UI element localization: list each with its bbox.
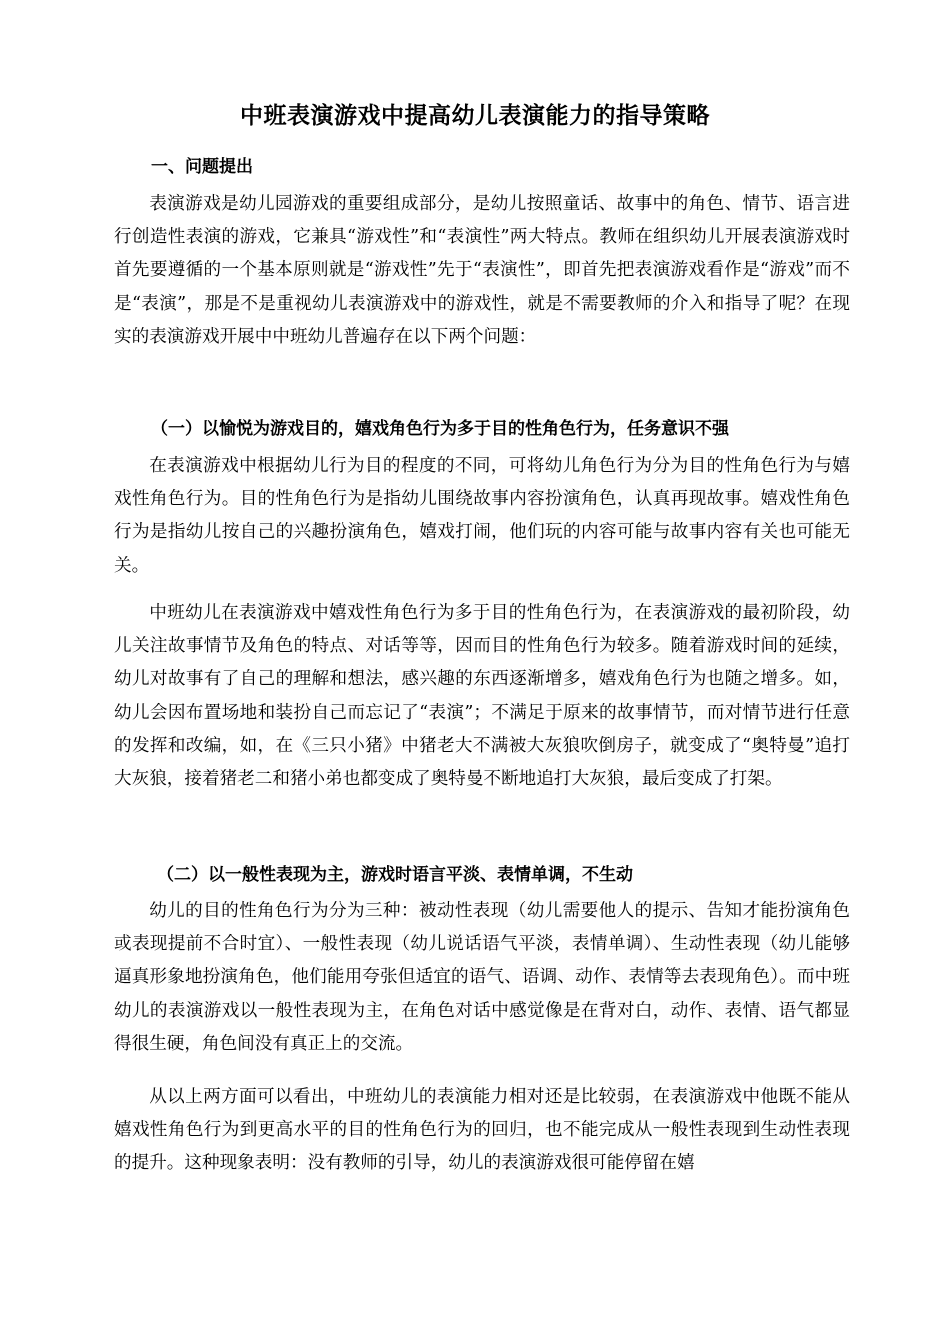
- subheading-one: （一）以愉悦为游戏目的，嬉戏角色行为多于目的性角色行为，任务意识不强: [151, 419, 729, 439]
- document-title: 中班表演游戏中提高幼儿表演能力的指导策略: [240, 103, 710, 129]
- subheading-two: （二）以一般性表现为主，游戏时语言平淡、表情单调，不生动: [157, 865, 633, 885]
- paragraph-middle-class: 中班幼儿在表演游戏中嬉戏性角色行为多于目的性角色行为，在表演游戏的最初阶段，幼儿关注故事情节及角色的特点、对话等等，因而目的性角色行为较多。随着游戏时间的延续，幼儿对故事有了自己的理解和想法，感兴趣的东西逐渐增多，嬉戏角色行为也随之增多。如，幼儿会因布置场地和装扮自己而忘记了“表演”；不满足于原来的故事情节，而对情节进行任意的发挥和改编，如，在《三只小猪》中猪老大不满被大灰狼吹倒房子，就变成了“奥特曼”追打大灰狼，接着猪老二和猪小弟也都变成了奥特曼不断地追打大灰狼，最后变成了打架。: [114, 603, 850, 790]
- paragraph-conclusion: 从以上两方面可以看出，中班幼儿的表演能力相对还是比较弱，在表演游戏中他既不能从嬉戏性角色行为到更高水平的目的性角色行为的回归，也不能完成从一般性表现到生动性表现的提升。这种现象表明：没有教师的引导，幼儿的表演游戏很可能停留在嬉: [114, 1087, 850, 1174]
- paragraph-role-behavior: 在表演游戏中根据幼儿行为目的程度的不同，可将幼儿角色行为分为目的性角色行为与嬉戏性角色行为。目的性角色行为是指幼儿围绕故事内容扮演角色，认真再现故事。嬉戏性角色行为是指幼儿按自己的兴趣扮演角色，嬉戏打闹，他们玩的内容可能与故事内容有关也可能无关。: [114, 456, 850, 576]
- section-heading-problem: 一、问题提出: [151, 157, 253, 177]
- paragraph-performance-types: 幼儿的目的性角色行为分为三种：被动性表现（幼儿需要他人的提示、告知才能扮演角色或表现提前不合时宜）、一般性表现（幼儿说话语气平淡，表情单调）、生动性表现（幼儿能够逼真形象地扮演角色，他们能用夸张但适宜的语气、语调、动作、表情等去表现角色）。而中班幼儿的表演游戏以一般性表现为主，在角色对话中感觉像是在背对白，动作、表情、语气都显得很生硬，角色间没有真正上的交流。: [114, 901, 850, 1054]
- paragraph-intro: 表演游戏是幼儿园游戏的重要组成部分，是幼儿按照童话、故事中的角色、情节、语言进行创造性表演的游戏，它兼具“游戏性”和“表演性”两大特点。教师在组织幼儿开展表演游戏时首先要遵循的一个基本原则就是“游戏性”先于“表演性”，即首先把表演游戏看作是“游戏”而不是“表演”，那是不是重视幼儿表演游戏中的游戏性，就是不需要教师的介入和指导了呢？在现实的表演游戏开展中中班幼儿普遍存在以下两个问题：: [114, 194, 850, 347]
